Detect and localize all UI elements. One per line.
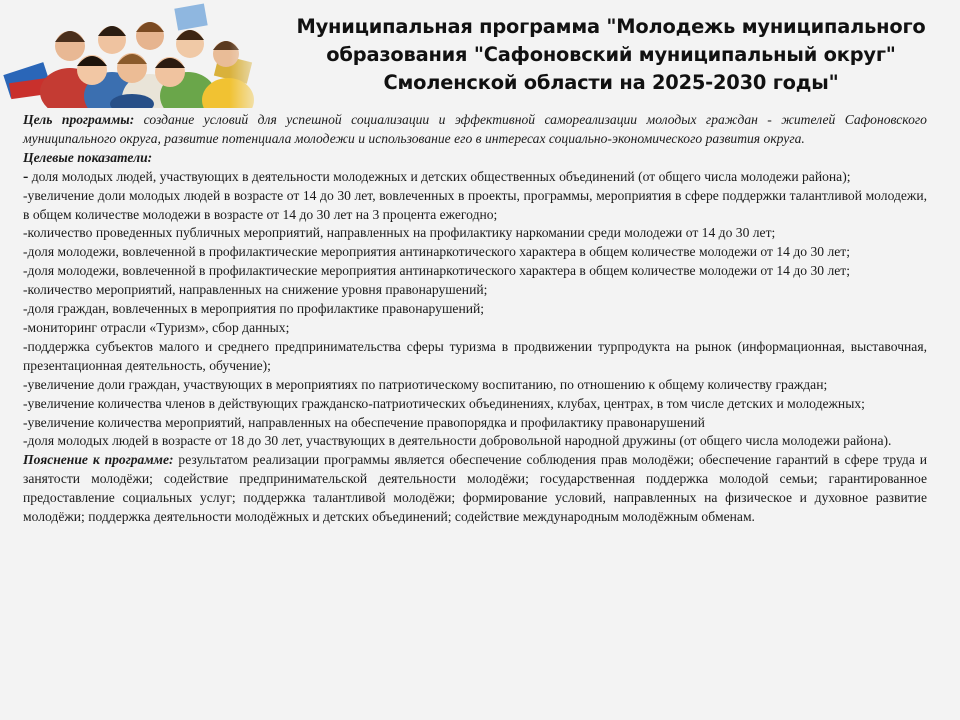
goal-paragraph: [23, 111, 927, 149]
title-line: Смоленской области на 2025-2030 годы": [383, 71, 839, 94]
indicator-text: доля молодых людей, участвующих в деятельности молодежных и детских общественных объединений (от общего числа молодежи района);: [28, 168, 851, 184]
indicator-item: -поддержка субъектов малого и среднего предпринимательства сферы туризма в продвижении турпродукта на рынок (информационная, выставочная, презентационная деятельность, обучение);: [23, 338, 927, 373]
program-description: [23, 111, 927, 527]
indicator-dash: -: [23, 167, 29, 185]
indicator-item: -увеличение количества членов в действующих гражданско-патриотических объединениях, клубах, центрах, в том числе детских и молодежных;: [23, 395, 865, 411]
explanation-label: Пояснение к программе:: [23, 452, 174, 468]
title-line: образования "Сафоновский муниципальный округ": [326, 43, 896, 66]
indicator-item: -увеличение количества мероприятий, направленных на обеспечение правопорядка и профилактику правонарушений: [23, 414, 705, 430]
indicator-item: -доля молодежи, вовлеченной в профилактические мероприятия антинаркотического характера в общем количестве молодежи от 14 до 30 лет;: [23, 244, 850, 260]
indicator-item: -увеличение доли граждан, участвующих в мероприятиях по патриотическому воспитанию, по отношению к общему количеству граждан;: [23, 376, 828, 392]
indicator-item: [23, 168, 927, 187]
goal-text: создание условий для успешной социализации и эффективной самореализации молодых граждан - жителей Сафоновского муниципального округа, развитие потенциала молодежи и использование его в интересах социально-экономического развития округа.: [23, 112, 927, 146]
explanation-text: результатом реализации программы является обеспечение соблюдения прав молодёжи; обеспечение гарантий в сфере труда и занятости молодёжи; содействие предпринимательской деятельности молодёжи; государственная поддержка молодой семьи; гарантированное предоставление социальных услуг; поддержка талантливой молодёжи; формирование условий, направленных на физическое и духовное развитие молодёжи; поддержка деятельности молодёжных и детских объединений; содействие международным молодёжным обменам.: [23, 452, 927, 525]
goal-label: Цель программы:: [23, 112, 135, 127]
indicator-item: -количество мероприятий, направленных на снижение уровня правонарушений;: [23, 282, 488, 298]
title-line: Муниципальная программа "Молодежь муниципального: [296, 15, 926, 38]
indicator-item: -доля молодых людей в возрасте от 18 до 30 лет, участвующих в деятельности добровольной народной дружины (от общего числа молодежи района).: [23, 433, 892, 449]
indicator-item: -количество проведенных публичных мероприятий, направленных на профилактику наркомании среди молодежи от 14 до 30 лет;: [23, 225, 776, 241]
page-title: [262, 13, 960, 97]
indicators-heading: [23, 149, 927, 168]
explanation-paragraph: [23, 451, 927, 527]
indicator-item: -мониторинг отрасли «Туризм», сбор данных;: [23, 319, 290, 335]
indicators-label: Целевые показатели:: [23, 149, 153, 165]
group-of-young-people-photo: [0, 0, 270, 108]
indicator-item: -доля молодежи, вовлеченной в профилактические мероприятия антинаркотического характера в общем количестве молодежи от 14 до 30 лет;: [23, 263, 850, 279]
indicator-item: -увеличение доли молодых людей в возрасте от 14 до 30 лет, вовлеченных в проекты, программы, мероприятия в сфере поддержки талантливой молодежи, в общем количестве молодежи в возрасте от 14 до 30 лет на 3 процента ежегодно;: [23, 187, 927, 222]
indicator-item: -доля граждан, вовлеченных в мероприятия по профилактике правонарушений;: [23, 301, 485, 317]
